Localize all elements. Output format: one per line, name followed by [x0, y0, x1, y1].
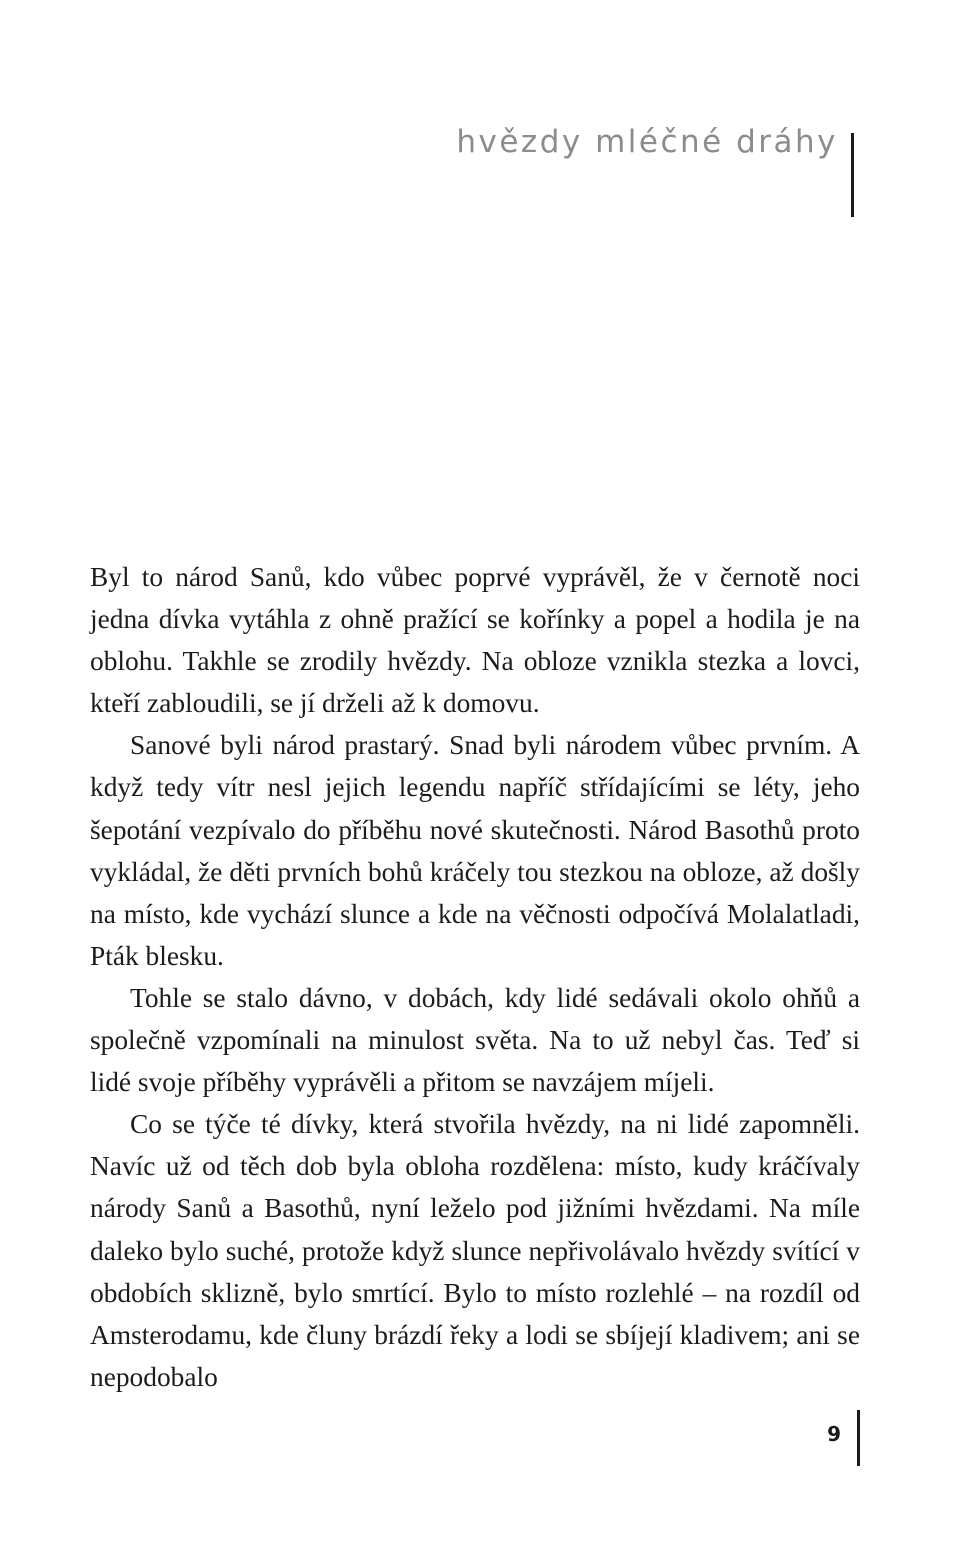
chapter-title: hvězdy mléčné dráhy [456, 124, 838, 160]
body-text [90, 556, 860, 1398]
paragraph-2: Sanové byli národ prastarý. Snad byli národem vůbec prvním. A když tedy vítr nesl jejich legendu napříč střídajícími se léty, jeho šepotání vezpívalo do příběhu nové skutečnosti. Národ Basothů proto vykládal, že děti prvních bohů kráčely tou stezkou na obloze, až došly na místo, kde vychází slunce a kde na věčnosti odpočívá Molalatladi, Pták blesku. [90, 730, 860, 971]
header-vertical-rule [851, 133, 854, 217]
paragraph-3: Tohle se stalo dávno, v dobách, kdy lidé sedávali okolo ohňů a společně vzpomínali na minulost světa. Na to už nebyl čas. Teď si lidé svoje příběhy vyprávěli a přitom se navzájem míjeli. [90, 982, 860, 1098]
paragraph-1: Byl to národ Sanů, kdo vůbec poprvé vyprávěl, že v černotě noci jedna dívka vytáhla z ohně pražící se kořínky a popel a hodila je na oblohu. Takhle se zrodily hvězdy. Na obloze vznikla stezka a lovci, kteří zabloudili, se jí drželi až k domovu. [90, 562, 860, 719]
paragraph-4: Co se týče té dívky, která stvořila hvězdy, na ni lidé zapomněli. Navíc už od těch dob byla obloha rozdělena: místo, kudy kráčívaly národy Sanů a Basothů, nyní leželo pod jižními hvězdami. Na míle daleko bylo suché, protože když slunce nepřivolávalo hvězdy svítící v obdobích sklizně, bylo smrtící. Bylo to místo rozlehlé – na rozdíl od Amsterodamu, kde čluny brázdí řeky a lodi se sbíjejí kladivem; ani se nepodobalo [90, 1109, 860, 1392]
page-number: 9 [827, 1422, 841, 1446]
footer-vertical-rule [857, 1410, 860, 1466]
